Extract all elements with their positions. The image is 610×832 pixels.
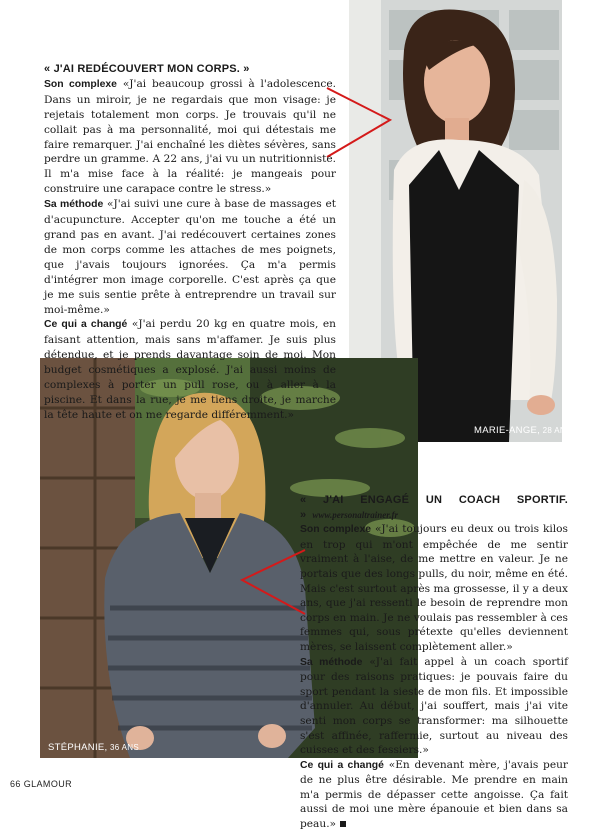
pointer-arrow-stephanie	[240, 548, 308, 618]
article-stephanie	[300, 493, 568, 832]
caption-stephanie-name: STÉPHANIE,	[48, 742, 108, 753]
article-marie-ange-methode	[44, 197, 336, 317]
article-stephanie-heading-row	[300, 493, 568, 522]
caption-marie-ange-age: 28 ANS	[540, 426, 572, 435]
text-methode: «J'ai fait appel à un coach sportif pour des raisons pratiques: je pouvais faire du sport pendant la sieste de mon fils. Et impossible d'annuler. Au début, j'ai souffert, mais j'ai vite senti mon corps se transformer: ma silhouette s'est affinée, raffermie, surtout au niveau des cuisses et des fessiers.»	[300, 655, 568, 757]
end-mark-icon	[340, 821, 346, 827]
text-complexe: «J'ai toujours eu deux ou trois kilos en trop qui m'ont empêchée de me sentir vraiment à l'aise, de me mettre en valeur. Je ne portais que des longs pulls, du noir, même en été. Mais c'est surtout après ma grossesse, il y a deux ans, que j'ai ressenti le besoin de reprendre mon corps en main. Je ne voulais pas ressembler à ces femmes qui, sous prétexte qu'elles deviennent mères, se laissent complètement aller.»	[300, 523, 568, 653]
article-marie-ange-complexe	[44, 77, 336, 197]
article-marie-ange	[44, 62, 336, 423]
caption-stephanie-age: 36 ANS	[107, 743, 139, 752]
website-link[interactable]: www.personaltrainer.fr	[312, 509, 399, 520]
text-change: «En devenant mère, j'avais peur de ne plus être désirable. Me prendre en main m'a permis de dépasser cette angoisse. Ça fait aussi de moi une mère épanouie et bien dans sa peau.»	[300, 758, 568, 831]
article-stephanie-change	[300, 758, 568, 832]
caption-marie-ange	[474, 425, 572, 436]
article-stephanie-methode	[300, 655, 568, 758]
label-methode: Sa méthode	[300, 656, 363, 668]
magazine-name: GLAMOUR	[23, 779, 73, 789]
caption-marie-ange-name: MARIE-ANGE,	[474, 425, 541, 436]
label-complexe: Son complexe	[44, 78, 117, 90]
label-methode: Sa méthode	[44, 199, 104, 211]
caption-stephanie	[48, 742, 139, 753]
label-change: Ce qui a changé	[44, 319, 128, 331]
article-stephanie-heading: « J'AI ENGAGÉ UN COACH SPORTIF. »	[300, 494, 568, 521]
label-complexe: Son complexe	[300, 524, 372, 536]
label-change: Ce qui a changé	[300, 759, 384, 771]
page-number: 66	[10, 779, 21, 789]
text-change: «J'ai perdu 20 kg en quatre mois, en faisant attention, mais sans m'affamer. Je suis plus détendue, et je prends davantage soin de moi. Mon budget cosmétiques a explosé. J'ai aussi moins de complexes à porter un pull rose, ou à aller à la piscine. Et dans la rue, je me tiens droite, je marche la tête haute et on me regarde différemment.»	[44, 318, 336, 421]
article-marie-ange-heading: « J'AI REDÉCOUVERT MON CORPS. »	[44, 63, 250, 75]
text-complexe: «J'ai beaucoup grossi à l'adolescence. Dans un miroir, je ne regardais que mon visage: je rejetais totalement mon corps. Je trouvais qu'il ne collait pas à ma personnalité, moi qui détestais me faire remarquer. J'ai enchaîné les diètes sévères, sans perdre un gramme. A 22 ans, j'ai vu un nutritionniste. Il m'a mise face à la réalité: je mangeais pour construire une carapace contre le stress.»	[44, 77, 336, 196]
text-methode: «J'ai suivi une cure à base de massages et d'acupuncture. Accepter qu'on me touche a été un grand pas en avant. J'ai redécouvert certaines zones de mon corps comme les attaches de mes poignets, que j'avais toujours ignorées. Ça m'a permis d'intégrer mon image corporelle. C'est après ça que je me suis sentie prête à entreprendre un travail sur moi-même.»	[44, 198, 336, 316]
article-marie-ange-change	[44, 317, 336, 422]
article-stephanie-complexe	[300, 522, 568, 654]
page-footer	[10, 779, 72, 789]
